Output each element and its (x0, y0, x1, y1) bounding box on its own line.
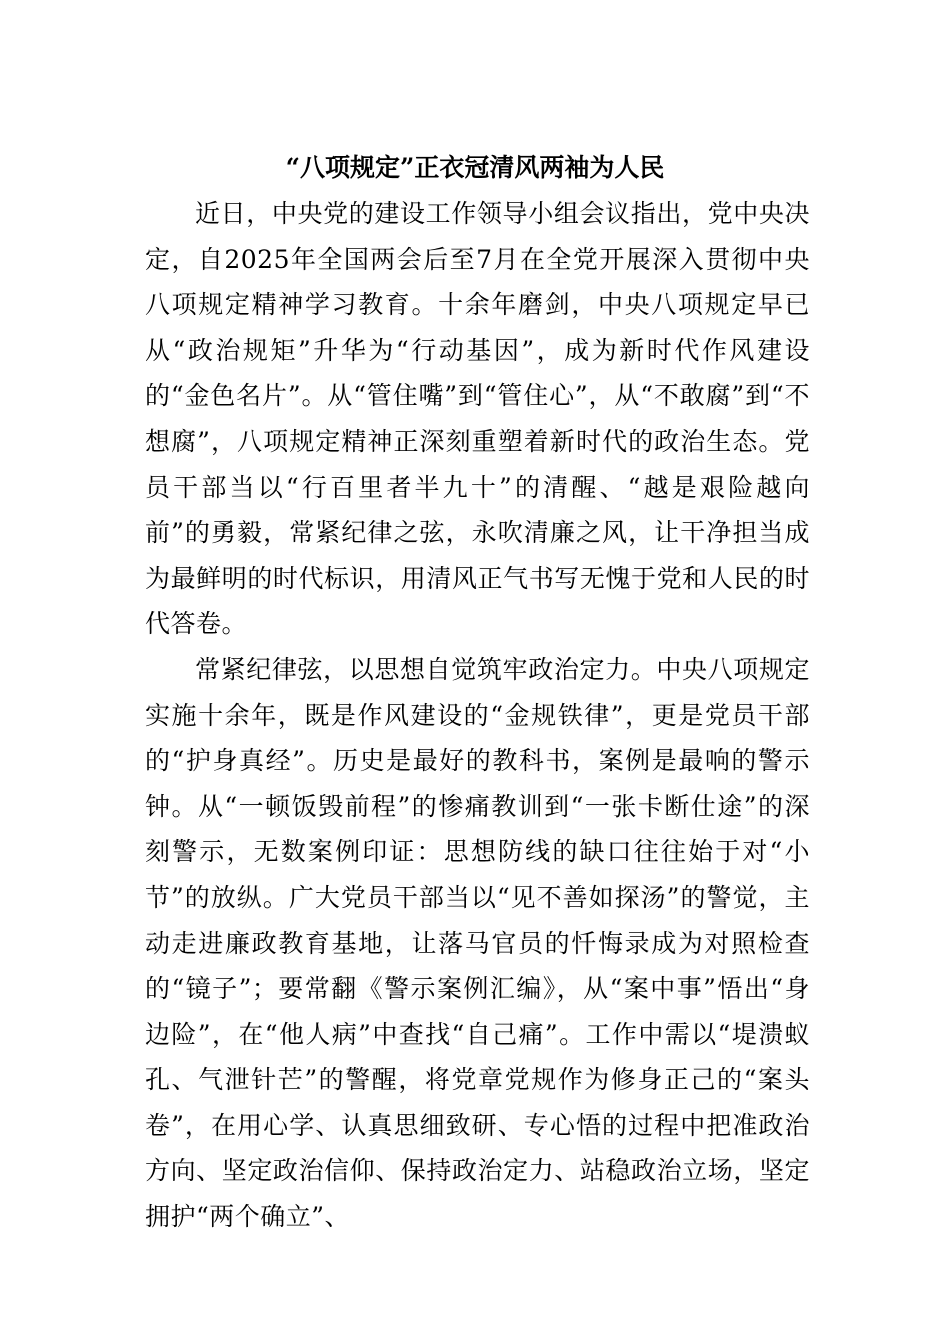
paragraph-2: 常紧纪律弦，以思想自觉筑牢政治定力。中央八项规定实施十余年，既是作风建设的“金规铁律”，更是党员干部的“护身真经”。历史是最好的教科书，案例是最响的警示钟。从“一顿饭毁前程”的惨痛教训到“一张卡断仕途”的深刻警示，无数案例印证：思想防线的缺口往往始于对“小节”的放纵。广大党员干部当以“见不善如探汤”的警觉，主动走进廉政教育基地，让落马官员的忏悔录成为对照检查的“镜子”；要常翻《警示案例汇编》，从“案中事”悟出“身边险”，在“他人病”中查找“自己痛”。工作中需以“堤溃蚁孔、气泄针芒”的警醒，将党章党规作为修身正己的“案头卷”，在用心学、认真思细致研、专心悟的过程中把准政治方向、坚定政治信仰、保持政治定力、站稳政治立场，坚定拥护“两个确立”、 (145, 654, 810, 1232)
paragraph-1: 近日，中央党的建设工作领导小组会议指出，党中央决定，自2025年全国两会后至7月在全党开展深入贯彻中央八项规定精神学习教育。十余年磨剑，中央八项规定早已从“政治规矩”升华为“行动基因”，成为新时代作风建设的“金色名片”。从“管住嘴”到“管住心”，从“不敢腐”到“不想腐”，八项规定精神正深刻重塑着新时代的政治生态。党员干部当以“行百里者半九十”的清醒、“越是艰险越向前”的勇毅，常紧纪律之弦，永吹清廉之风，让干净担当成为最鲜明的时代标识，用清风正气书写无愧于党和人民的时代答卷。 (145, 199, 810, 639)
document-title: “八项规定”正衣冠清风两袖为人民 (285, 153, 665, 182)
document-body (145, 191, 810, 1240)
